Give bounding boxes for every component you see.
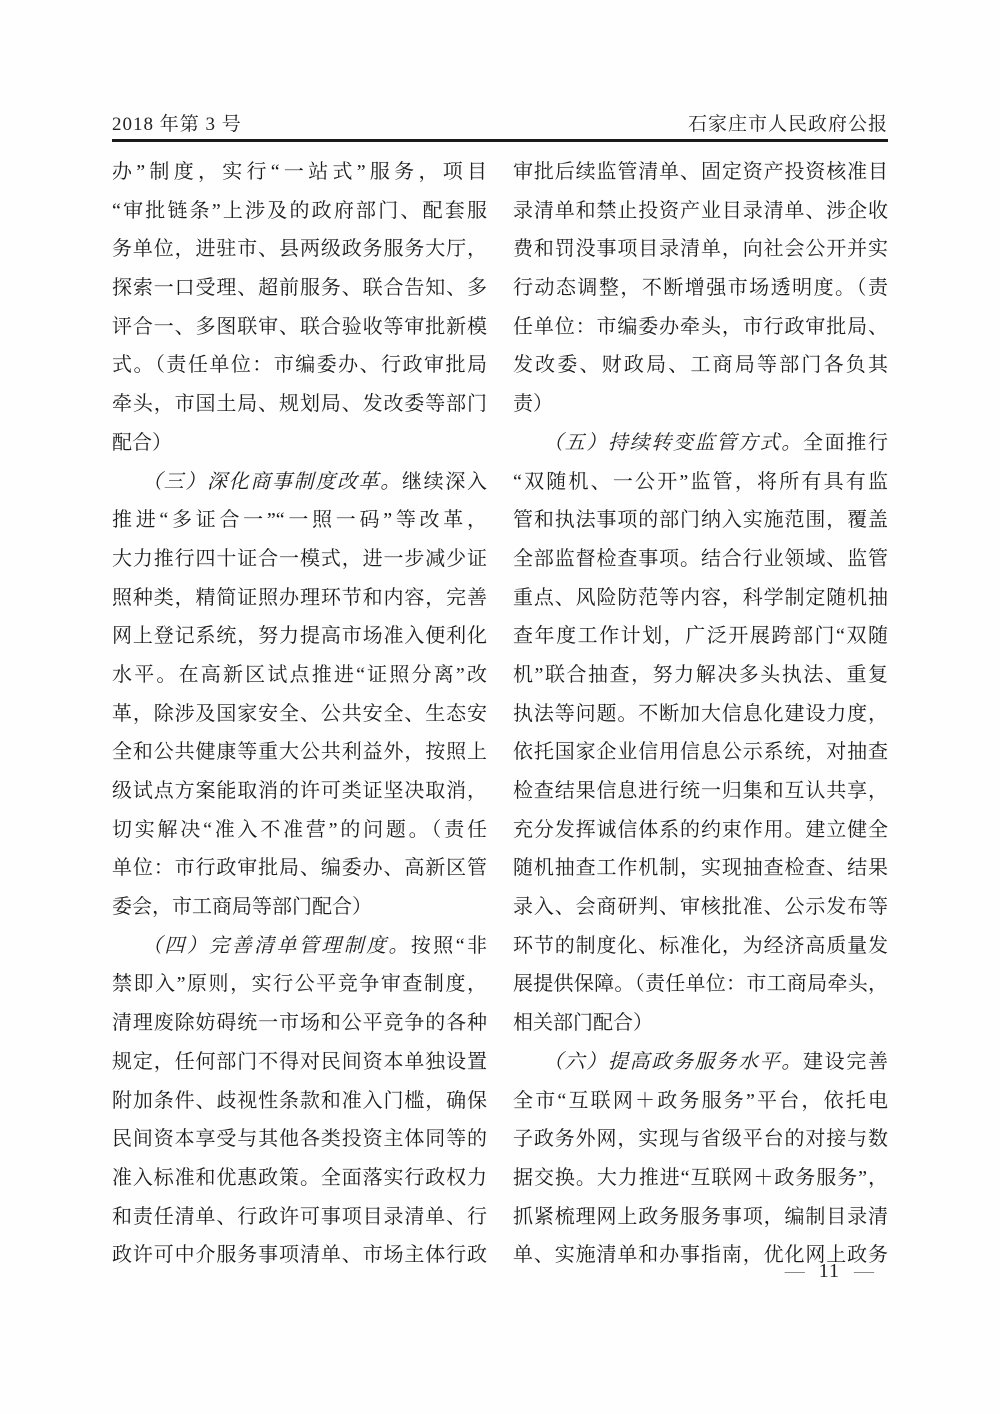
text-line: 规定，任何部门不得对民间资本单独设置 (112, 1050, 487, 1073)
text-line: 禁即入”原则，实行公平竞争审查制度， (112, 973, 487, 996)
text-line: 级试点方案能取消的许可类证坚决取消， (112, 780, 487, 802)
text-line: 审批后续监管清单、固定资产投资核准目 (513, 161, 888, 183)
text-line: 录清单和禁止投资产业目录清单、涉企收 (513, 199, 888, 222)
text-line: 清理废除妨碍统一市场和公平竞争的各种 (112, 1012, 487, 1035)
text-line: 政许可中介服务事项清单、市场主体行政 (112, 1244, 487, 1267)
text-line: 附加条件、歧视性条款和准入门槛，确保 (112, 1089, 487, 1112)
text-line: 全市“互联网＋政务服务”平台，依托电 (513, 1089, 888, 1112)
text-line: 评合一、多图联审、联合验收等审批新模 (112, 315, 487, 338)
text-line: 行动态调整，不断增强市场透明度。（责 (513, 277, 888, 300)
page-number: 11 (818, 1260, 840, 1282)
section-heading: （五）持续转变监管方式。 (543, 431, 803, 454)
text-body (112, 153, 888, 1275)
left-column (112, 153, 487, 1275)
text-line: 全部监督检查事项。结合行业领域、监管 (513, 547, 888, 570)
text-line: 机”联合抽查，努力解决多头执法、重复 (513, 663, 888, 686)
text-line: 抓紧梳理网上政务服务事项，编制目录清 (513, 1205, 888, 1228)
text-line: 水平。在高新区试点推进“证照分离”改 (112, 663, 487, 686)
text-line: 配合） (112, 431, 172, 454)
text-line: 展提供保障。（责任单位：市工商局牵头， (513, 973, 888, 996)
text-line: 民间资本享受与其他各类投资主体同等的 (112, 1128, 487, 1151)
text-line: 充分发挥诚信体系的约束作用。建立健全 (513, 818, 888, 841)
text-line: 办”制度，实行“一站式”服务，项目 (112, 161, 487, 183)
section-heading: （三）深化商事制度改革。 (142, 470, 402, 493)
text-line: 环节的制度化、标准化，为经济高质量发 (513, 934, 888, 957)
text-line: 式。（责任单位：市编委办、行政审批局 (112, 354, 487, 377)
text-line: 检查结果信息进行统一归集和互认共享， (513, 780, 888, 802)
text-line: 任单位：市编委办牵头，市行政审批局、 (513, 315, 888, 338)
text-line: 牵头，市国土局、规划局、发改委等部门 (112, 393, 487, 416)
text-line: 随机抽查工作机制，实现抽查检查、结果 (513, 857, 888, 880)
text-line: 革，除涉及国家安全、公共安全、生态安 (112, 702, 487, 725)
text-line: 全和公共健康等重大公共利益外，按照上 (112, 741, 487, 764)
paragraph-start-line: （六）提高政务服务水平。建设完善 (543, 1050, 889, 1073)
text-line: 准入标准和优惠政策。全面落实行政权力 (112, 1166, 487, 1189)
text-line: 据交换。大力推进“互联网＋政务服务”， (513, 1166, 888, 1189)
text-line: 责） (513, 393, 553, 416)
text-line: 务单位，进驻市、县两级政务服务大厅， (112, 238, 487, 261)
page-footer (112, 1258, 874, 1284)
text-line: 相关部门配合） (513, 1012, 653, 1035)
text-line: 照种类，精简证照办理环节和内容，完善 (112, 586, 487, 609)
header-divider (112, 139, 888, 142)
text-line: 大力推行四十证合一模式，进一步减少证 (112, 547, 487, 570)
text-line: 单位：市行政审批局、编委办、高新区管 (112, 857, 487, 880)
publication-title: 石家庄市人民政府公报 (687, 114, 888, 135)
text-line: 发改委、财政局、工商局等部门各负其 (513, 354, 888, 377)
page-header (112, 100, 888, 136)
text-line: 单、实施清单和办事指南，优化网上政务 (513, 1244, 888, 1267)
text-line: 查年度工作计划，广泛开展跨部门“双随 (513, 625, 888, 648)
text-line: “双随机、一公开”监管，将所有具有监 (513, 470, 888, 493)
text-line: 费和罚没事项目录清单，向社会公开并实 (513, 238, 888, 261)
text-line: 推进“多证合一”“一照一码”等改革， (112, 509, 487, 532)
paragraph-start-line: （三）深化商事制度改革。继续深入 (142, 470, 488, 493)
text-line: 和责任清单、行政许可事项目录清单、行 (112, 1205, 487, 1228)
text-line: 重点、风险防范等内容，科学制定随机抽 (513, 586, 888, 609)
paragraph-start-line: （五）持续转变监管方式。全面推行 (543, 431, 889, 454)
text-line: 依托国家企业信用信息公示系统，对抽查 (513, 741, 888, 764)
issue-number: 2018 年第 3 号 (112, 114, 242, 135)
section-heading: （四）完善清单管理制度。 (142, 934, 411, 957)
text-line: 探索一口受理、超前服务、联合告知、多 (112, 277, 487, 300)
text-line: 录入、会商研判、审核批准、公示发布等 (513, 896, 888, 919)
text-line: “审批链条”上涉及的政府部门、配套服 (112, 199, 487, 222)
text-line: 管和执法事项的部门纳入实施范围，覆盖 (513, 509, 888, 532)
paragraph-start-line: （四）完善清单管理制度。按照“非 (142, 934, 487, 957)
page-number-dash-left: — (784, 1260, 805, 1282)
page-number-dash-right: — (854, 1260, 874, 1282)
text-line: 委会，市工商局等部门配合） (112, 896, 372, 919)
text-line: 网上登记系统，努力提高市场准入便利化 (112, 625, 487, 648)
text-line: 切实解决“准入不准营”的问题。（责任 (112, 818, 487, 841)
section-heading: （六）提高政务服务水平。 (543, 1050, 803, 1073)
text-line: 子政务外网，实现与省级平台的对接与数 (513, 1128, 888, 1151)
text-line: 执法等问题。不断加大信息化建设力度， (513, 702, 888, 725)
right-column (513, 153, 888, 1275)
